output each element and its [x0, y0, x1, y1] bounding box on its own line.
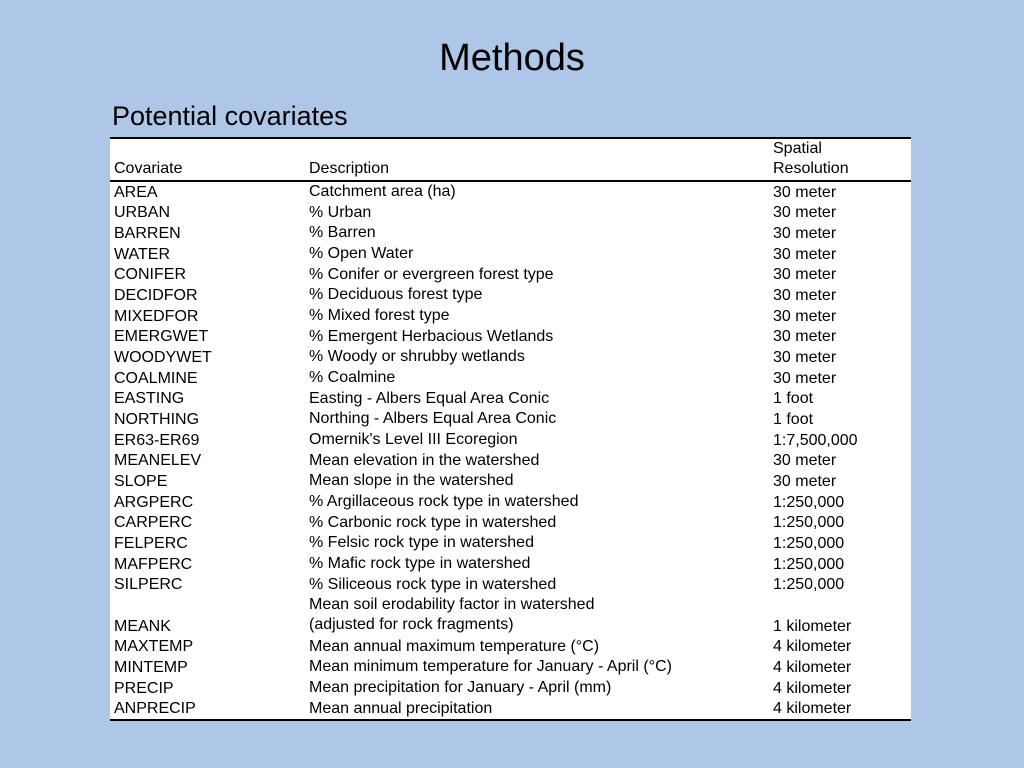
table-row — [110, 678, 911, 699]
table-row — [110, 595, 911, 636]
resolution-cell: 1:7,500,000 — [773, 431, 858, 449]
description-cell: Mean annual maximum temperature (°C) — [309, 637, 600, 655]
resolution-cell: 30 meter — [773, 452, 837, 470]
slide-title: Methods — [439, 37, 585, 79]
description-cell: % Siliceous rock type in watershed — [309, 575, 557, 593]
covariate-cell: CONIFER — [114, 266, 186, 284]
resolution-cell: 1 foot — [773, 411, 814, 429]
table-header — [110, 138, 911, 181]
resolution-cell: 30 meter — [773, 287, 837, 305]
description-cell: Mean precipitation for January - April (mm) — [309, 679, 612, 697]
table-row — [110, 285, 911, 306]
table-row — [110, 451, 911, 472]
table-row — [110, 554, 911, 575]
resolution-cell: 30 meter — [773, 349, 837, 367]
table-row — [110, 533, 911, 554]
table-row — [110, 389, 911, 410]
covariate-cell: CARPERC — [114, 514, 193, 532]
description-cell: % Conifer or evergreen forest type — [309, 265, 554, 283]
table-row — [110, 657, 911, 678]
table-row — [110, 492, 911, 513]
description-cell: % Carbonic rock type in watershed — [309, 513, 557, 531]
table-row — [110, 513, 911, 534]
description-cell: % Mixed forest type — [309, 307, 450, 325]
covariate-cell: PRECIP — [114, 679, 174, 697]
covariate-cell: EASTING — [114, 390, 185, 408]
description-cell: % Barren — [309, 224, 376, 242]
table-row — [110, 575, 911, 596]
covariate-cell: WOODYWET — [114, 349, 212, 367]
table-row — [110, 699, 911, 721]
description-cell: Mean annual precipitation — [309, 699, 493, 717]
resolution-cell: 1 foot — [773, 390, 814, 408]
covariate-cell: URBAN — [114, 204, 171, 222]
description-cell: % Urban — [309, 203, 372, 221]
header-resolution-line2: Resolution — [773, 160, 849, 177]
resolution-cell: 30 meter — [773, 473, 837, 491]
covariate-cell: COALMINE — [114, 369, 198, 387]
description-cell: % Woody or shrubby wetlands — [309, 348, 525, 366]
resolution-cell: 1:250,000 — [773, 555, 845, 573]
table-row — [110, 265, 911, 286]
resolution-cell: 4 kilometer — [773, 659, 852, 677]
covariate-cell: ER63-ER69 — [114, 431, 200, 449]
covariate-cell: WATER — [114, 245, 170, 263]
description-cell: Mean minimum temperature for January - April (°C) — [309, 658, 672, 676]
resolution-cell: 1:250,000 — [773, 493, 845, 511]
table-row — [110, 306, 911, 327]
description-cell — [305, 595, 769, 636]
covariate-cell: ARGPERC — [114, 493, 194, 511]
covariate-cell: MEANELEV — [114, 452, 202, 470]
table-row — [110, 181, 911, 203]
covariate-cell: SILPERC — [114, 576, 183, 594]
description-cell: % Emergent Herbacious Wetlands — [309, 327, 554, 345]
resolution-cell: 1:250,000 — [773, 514, 845, 532]
header-covariate: Covariate — [110, 138, 305, 181]
resolution-cell: 4 kilometer — [773, 700, 852, 718]
header-description: Description — [305, 138, 769, 181]
description-cell: Easting - Albers Equal Area Conic — [309, 389, 550, 407]
header-resolution — [769, 138, 911, 181]
covariate-cell: FELPERC — [114, 535, 188, 553]
header-resolution-line1: Spatial — [773, 140, 822, 157]
covariate-cell: MEANK — [114, 617, 171, 635]
table-row — [110, 409, 911, 430]
description-line: Mean soil erodability factor in watershed — [309, 596, 595, 614]
description-cell: Northing - Albers Equal Area Conic — [309, 410, 557, 428]
resolution-cell: 30 meter — [773, 369, 837, 387]
resolution-cell: 30 meter — [773, 183, 837, 201]
description-line: (adjusted for rock fragments) — [309, 616, 514, 634]
table-row — [110, 347, 911, 368]
table-body — [110, 181, 911, 720]
description-cell: % Coalmine — [309, 369, 396, 387]
table-row — [110, 368, 911, 389]
resolution-cell: 1:250,000 — [773, 576, 845, 594]
covariate-cell: AREA — [114, 183, 158, 201]
resolution-cell: 30 meter — [773, 266, 837, 284]
resolution-cell: 30 meter — [773, 328, 837, 346]
description-cell: % Argillaceous rock type in watershed — [309, 493, 579, 511]
table-row — [110, 471, 911, 492]
resolution-cell: 30 meter — [773, 245, 837, 263]
table-row — [110, 430, 911, 451]
covariate-cell: SLOPE — [114, 473, 168, 491]
covariate-cell: BARREN — [114, 225, 181, 243]
covariate-cell: MAFPERC — [114, 555, 193, 573]
covariate-cell: MIXEDFOR — [114, 307, 199, 325]
covariates-table — [110, 137, 911, 721]
resolution-cell: 1 kilometer — [773, 617, 852, 635]
covariate-cell: ANPRECIP — [114, 700, 196, 718]
covariate-cell: DECIDFOR — [114, 287, 198, 305]
resolution-cell: 30 meter — [773, 307, 837, 325]
description-cell: % Felsic rock type in watershed — [309, 534, 534, 552]
table-row — [110, 244, 911, 265]
description-cell: % Deciduous forest type — [309, 286, 483, 304]
header-row — [110, 138, 911, 181]
description-cell: Omernik's Level III Ecoregion — [309, 431, 518, 449]
description-cell: Catchment area (ha) — [309, 183, 456, 200]
covariate-cell: MAXTEMP — [114, 638, 194, 656]
resolution-cell: 4 kilometer — [773, 679, 852, 697]
covariate-cell: NORTHING — [114, 411, 200, 429]
description-cell: Mean elevation in the watershed — [309, 451, 540, 469]
table-row — [110, 327, 911, 348]
resolution-cell: 4 kilometer — [773, 638, 852, 656]
table-row — [110, 203, 911, 224]
covariate-cell: MINTEMP — [114, 659, 188, 677]
table-row — [110, 637, 911, 658]
table-row — [110, 223, 911, 244]
resolution-cell: 30 meter — [773, 225, 837, 243]
resolution-cell: 30 meter — [773, 204, 837, 222]
slide-subtitle: Potential covariates — [112, 101, 348, 131]
covariate-cell: EMERGWET — [114, 328, 209, 346]
description-cell: Mean slope in the watershed — [309, 472, 514, 490]
resolution-cell: 1:250,000 — [773, 535, 845, 553]
description-cell: % Mafic rock type in watershed — [309, 555, 531, 573]
description-cell: % Open Water — [309, 245, 414, 263]
